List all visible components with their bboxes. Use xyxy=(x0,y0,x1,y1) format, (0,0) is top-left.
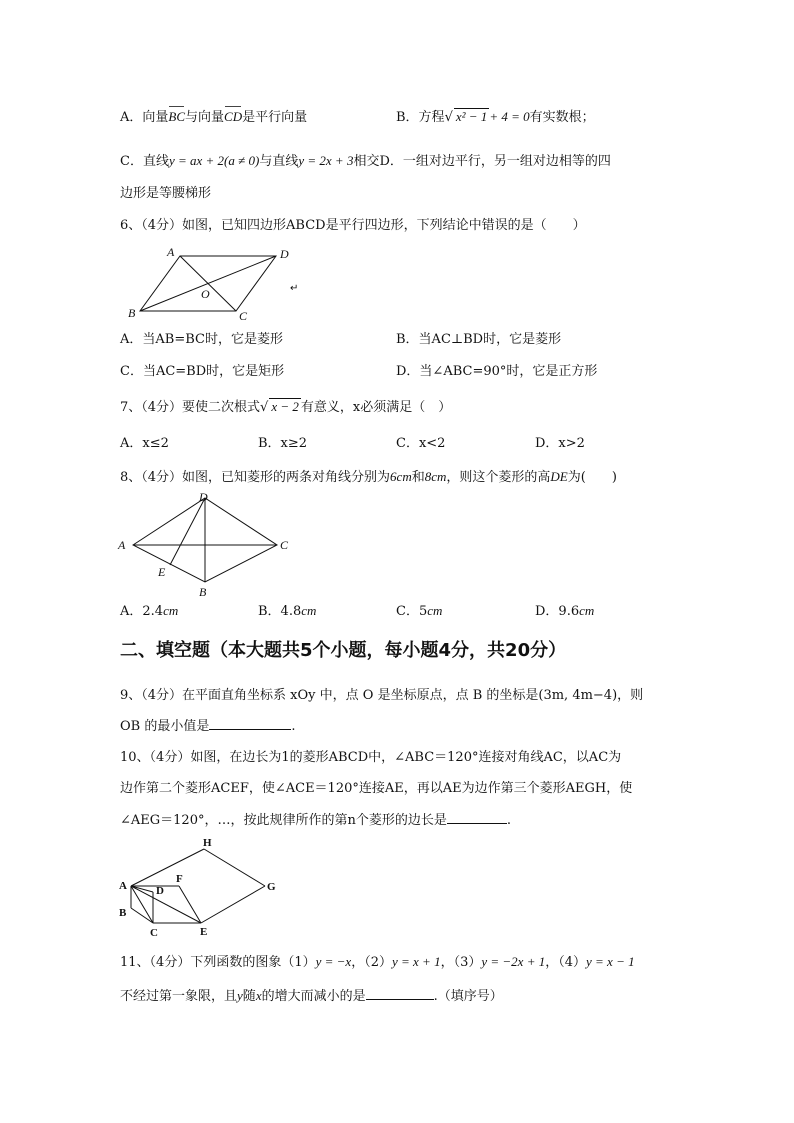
label-b: B xyxy=(119,907,127,919)
label-c: C xyxy=(150,927,158,939)
q9-line1: 9、（4分）在平面直角坐标系 xOy 中，点 O 是坐标原点，点 B 的坐标是(3m, 4m−4)，则 xyxy=(120,688,644,703)
sqrt-sign: √ xyxy=(260,400,269,415)
q11-line1: 11、（4分）下列函数的图象（1）y = −x，（2）y = x + 1，（3）y = −2x + 1，（4）y = x − 1 xyxy=(120,954,635,970)
section-heading: 二、填空题（本大题共5个小题，每小题4分，共20分） xyxy=(120,640,567,661)
label-f: F xyxy=(176,873,183,885)
answer-blank[interactable] xyxy=(366,986,434,1000)
q8-option-a: A．2.4cm xyxy=(120,603,179,619)
answer-blank[interactable] xyxy=(209,716,291,730)
label-d: D xyxy=(199,490,208,504)
q6-parallelogram-figure xyxy=(120,240,310,324)
q6-stem: 6、（4分）如图，已知四边形ABCD是平行四边形，下列结论中错误的是（ ） xyxy=(120,218,586,233)
label-a: A xyxy=(119,880,127,892)
q11-line2: 不经过第一象限，且y随x的增大而减小的是 .（填序号） xyxy=(120,988,503,1004)
q10-line2: 边作第二个菱形ACEF，使∠ACE＝120°连接AE，再以AE为边作第三个菱形AEGH，使 xyxy=(120,781,633,796)
q7-option-d: D．x>2 xyxy=(535,436,585,451)
q7-option-b: B．x≥2 xyxy=(258,436,308,451)
label-o: O xyxy=(201,287,210,301)
q6-option-b: B．当AC⊥BD时，它是菱形 xyxy=(396,332,562,347)
q5-option-a: A．向量BC与向量CD是平行向量 xyxy=(120,109,308,125)
label-h: H xyxy=(203,837,212,849)
q5-option-b: B．方程√ x² − 1 + 4 = 0有实数根； xyxy=(396,109,595,125)
q10-rhombus-sequence-figure xyxy=(115,834,285,942)
radicand: x − 2 xyxy=(271,399,299,414)
q10-line3: ∠AEG＝120°，…，按此规律所作的第n个菱形的边长是 . xyxy=(120,810,511,831)
label-b: B xyxy=(199,585,207,599)
return-mark: ↵ xyxy=(290,283,299,294)
vector-bc: BC xyxy=(168,107,185,127)
q8-stem: 8、（4分）如图，已知菱形的两条对角线分别为6cm和8cm，则这个菱形的高DE为( ) xyxy=(120,469,617,485)
label-a: A xyxy=(167,245,175,259)
edge-hg xyxy=(204,849,265,886)
edge-bc xyxy=(131,908,153,923)
label-e: E xyxy=(200,926,208,938)
label-c: C xyxy=(239,309,248,323)
q5-option-d-cont: 边形是等腰梯形 xyxy=(120,186,212,201)
q6-option-c: C．当AC=BD时，它是矩形 xyxy=(120,364,285,379)
label-a: A xyxy=(118,538,126,552)
vector-cd: CD xyxy=(224,107,242,127)
height-de xyxy=(170,498,205,565)
q9-line2: OB 的最小值是 . xyxy=(120,716,295,737)
label-d: D xyxy=(280,247,289,261)
edge-ah xyxy=(131,849,204,886)
q8-option-d: D．9.6cm xyxy=(535,603,595,619)
label-b: B xyxy=(128,306,136,320)
label-d: D xyxy=(156,885,164,897)
q6-option-a: A．当AB=BC时，它是菱形 xyxy=(120,332,283,347)
label-c: C xyxy=(280,538,289,552)
q7-option-a: A．x≤2 xyxy=(120,436,169,451)
radicand: x² − 1 xyxy=(455,109,488,124)
q6-option-d: D．当∠ABC=90°时，它是正方形 xyxy=(396,364,598,379)
q8-option-c: C．5cm xyxy=(396,603,443,619)
q7-stem: 7、（4分）要使二次根式√ x − 2 有意义，x必须满足（ ） xyxy=(120,399,452,415)
q7-option-c: C．x<2 xyxy=(396,436,446,451)
answer-blank[interactable] xyxy=(447,810,507,824)
q10-line1: 10、（4分）如图，在边长为1的菱形ABCD中，∠ABC＝120°连接对角线AC，以AC为 xyxy=(120,750,622,765)
sqrt-sign: √ xyxy=(444,110,453,125)
edge-ge xyxy=(201,886,265,923)
label-e: E xyxy=(158,565,166,579)
q5-option-c-d: C．直线y = ax + 2(a ≠ 0)与直线y = 2x + 3相交D．一组对边平行，另一组对边相等的四 xyxy=(120,153,611,169)
label-g: G xyxy=(267,881,276,893)
q8-option-b: B．4.8cm xyxy=(258,603,317,619)
q8-rhombus-figure xyxy=(115,488,305,600)
